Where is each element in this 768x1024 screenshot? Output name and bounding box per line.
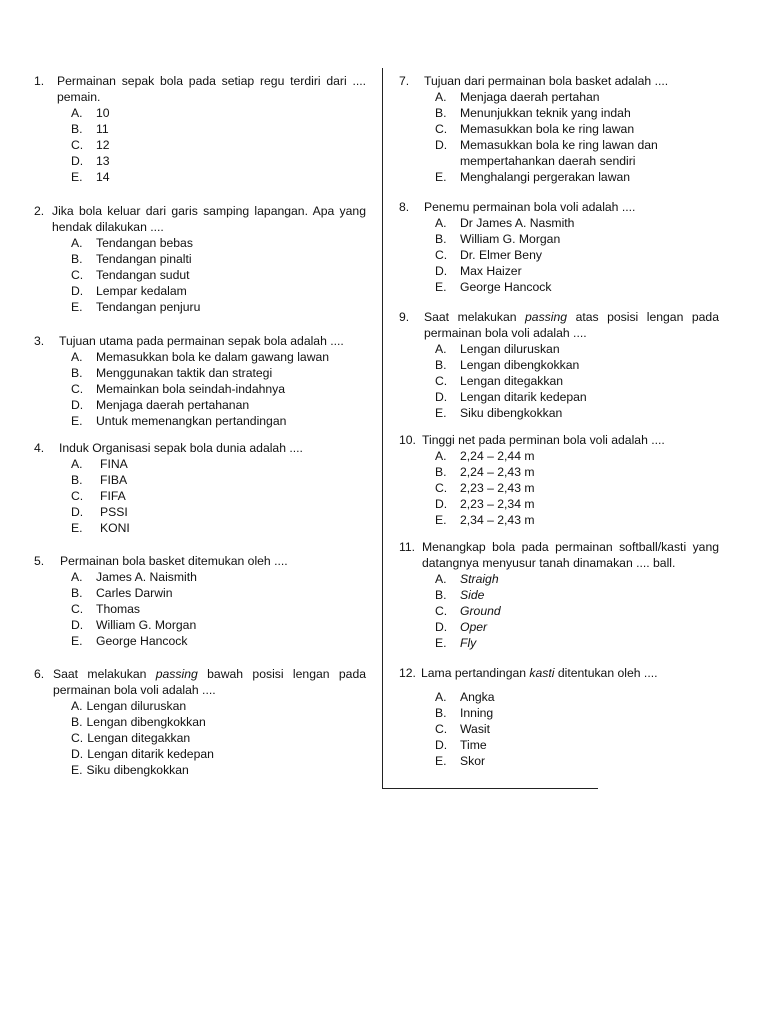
option-e[interactable]: E. 14 [71, 170, 110, 184]
option-e[interactable]: E. George Hancock [71, 634, 188, 648]
option-d[interactable]: D. Max Haizer [435, 264, 522, 278]
option-b[interactable]: B. Menunjukkan teknik yang indah [435, 106, 631, 120]
question-4 [34, 440, 366, 536]
question-number: 8. [399, 200, 410, 214]
option-list [399, 341, 719, 421]
option-b[interactable]: B. 2,24 – 2,43 m [435, 465, 535, 479]
question-11 [399, 539, 719, 651]
question-number: 12. [399, 666, 416, 680]
option-e[interactable]: E. KONI [71, 521, 130, 535]
question-8 [399, 199, 719, 295]
option-list [34, 349, 366, 429]
question-number: 9. [399, 310, 410, 324]
right-column [399, 73, 719, 769]
option-c[interactable]: C. FIFA [71, 489, 126, 503]
question-number: 3. [34, 334, 45, 348]
option-b[interactable]: B. Side [435, 588, 485, 602]
question-12 [399, 665, 719, 769]
option-a[interactable]: A. Angka [435, 690, 495, 704]
option-d[interactable]: D. Time [435, 738, 487, 752]
question-text: Tinggi net pada perminan bola voli adalah .... [422, 433, 665, 447]
question-number: 10. [399, 433, 416, 447]
option-e[interactable]: E. Untuk memenangkan pertandingan [71, 414, 287, 428]
question-text: Tujuan dari permainan bola basket adalah .... [424, 74, 669, 88]
option-d[interactable]: D. Oper [435, 620, 488, 634]
option-a[interactable]: A. 10 [71, 106, 110, 120]
option-list [34, 456, 366, 536]
option-b[interactable]: B. Lengan dibengkokkan [435, 358, 580, 372]
question-text: Tujuan utama pada permainan sepak bola adalah .... [59, 334, 344, 348]
option-e[interactable]: E. Menghalangi pergerakan lawan [435, 170, 631, 184]
question-text: Saat melakukan passing atas posisi lengan pada permainan bola voli adalah .... [424, 310, 719, 340]
option-b[interactable]: B. Carles Darwin [71, 586, 173, 600]
question-2 [34, 203, 366, 315]
bottom-rule [382, 788, 598, 789]
option-d[interactable]: D. Lempar kedalam [71, 284, 187, 298]
option-d[interactable]: D. 13 [71, 154, 110, 168]
option-a[interactable]: A. 2,24 – 2,44 m [435, 449, 535, 463]
option-list [399, 571, 719, 651]
question-number: 11. [399, 540, 416, 554]
option-d[interactable]: D. Lengan ditarik kedepan [435, 390, 587, 404]
question-text: Permainan sepak bola pada setiap regu terdiri dari .... pemain. [57, 74, 366, 104]
option-a[interactable]: A. Dr James A. Nasmith [435, 216, 575, 230]
question-9 [399, 309, 719, 421]
question-text: Permainan bola basket ditemukan oleh .... [60, 554, 288, 568]
option-b[interactable]: B. 11 [71, 122, 109, 136]
question-number: 7. [399, 74, 410, 88]
question-3 [34, 333, 366, 429]
question-1 [34, 73, 366, 185]
option-e[interactable]: E. Siku dibengkokkan [71, 763, 189, 777]
left-column [34, 73, 366, 778]
question-number: 2. [34, 204, 45, 218]
option-c[interactable]: C. Thomas [71, 602, 141, 616]
option-b[interactable]: B. William G. Morgan [435, 232, 561, 246]
option-c[interactable]: C. Memasukkan bola ke ring lawan [435, 122, 635, 136]
option-e[interactable]: E. Tendangan penjuru [71, 300, 201, 314]
option-c[interactable]: C. Lengan ditegakkan [435, 374, 564, 388]
option-d[interactable]: D. PSSI [71, 505, 128, 519]
option-list [399, 215, 719, 295]
option-e[interactable]: E. Siku dibengkokkan [435, 406, 563, 420]
option-e[interactable]: E. 2,34 – 2,43 m [435, 513, 535, 527]
question-text: Saat melakukan passing bawah posisi lengan pada permainan bola voli adalah .... [53, 667, 367, 697]
option-c[interactable]: C. 12 [71, 138, 110, 152]
question-text: Penemu permainan bola voli adalah .... [424, 200, 636, 214]
question-number: 1. [34, 74, 45, 88]
option-e[interactable]: E. Skor [435, 754, 486, 768]
option-a[interactable]: A. Straigh [435, 572, 499, 586]
option-b[interactable]: B. Menggunakan taktik dan strategi [71, 366, 273, 380]
option-e[interactable]: E. Fly [435, 636, 477, 650]
option-d[interactable]: D. Menjaga daerah pertahanan [71, 398, 250, 412]
option-c[interactable]: C. Memainkan bola seindah-indahnya [71, 382, 286, 396]
question-text: Jika bola keluar dari garis samping lapangan. Apa yang hendak dilakukan .... [52, 204, 366, 234]
option-e[interactable]: E. George Hancock [435, 280, 552, 294]
option-a[interactable]: A. FINA [71, 457, 128, 471]
option-b[interactable]: B. Tendangan pinalti [71, 252, 192, 266]
question-text: Menangkap bola pada permainan softball/kasti yang datangnya menyusur tanah dinamakan .... ball. [422, 540, 719, 570]
option-a[interactable]: A. Lengan diluruskan [435, 342, 560, 356]
option-b[interactable]: B. FIBA [71, 473, 128, 487]
option-c[interactable]: C. Wasit [435, 722, 491, 736]
option-c[interactable]: C. Ground [435, 604, 501, 618]
option-list [34, 235, 366, 315]
option-c[interactable]: C. Tendangan sudut [71, 268, 190, 282]
column-divider [382, 68, 383, 789]
option-list [399, 448, 719, 528]
question-text: Lama pertandingan kasti ditentukan oleh .... [421, 666, 658, 680]
option-a[interactable]: A. Lengan diluruskan [71, 699, 187, 713]
question-7 [399, 73, 719, 185]
option-a[interactable]: A. James A. Naismith [71, 570, 197, 584]
option-list [34, 105, 366, 185]
option-list [34, 698, 366, 778]
option-b[interactable]: B. Lengan dibengkokkan [71, 715, 206, 729]
option-list [34, 569, 366, 649]
question-6 [34, 666, 366, 778]
option-c[interactable]: C. 2,23 – 2,43 m [435, 481, 535, 495]
option-list [399, 89, 719, 185]
option-a[interactable]: A. Memasukkan bola ke dalam gawang lawan [71, 350, 330, 364]
option-a[interactable]: A. Tendangan bebas [71, 236, 193, 250]
question-number: 5. [34, 554, 45, 568]
option-b[interactable]: B. Inning [435, 706, 494, 720]
option-c[interactable]: C. Dr. Elmer Beny [435, 248, 542, 262]
question-number: 4. [34, 441, 45, 455]
option-d[interactable]: D. William G. Morgan [71, 618, 197, 632]
option-a[interactable]: A. Menjaga daerah pertahan [435, 90, 600, 104]
option-c[interactable]: C. Lengan ditegakkan [71, 731, 191, 745]
question-10 [399, 432, 719, 528]
question-text: Induk Organisasi sepak bola dunia adalah .... [59, 441, 303, 455]
option-d[interactable]: D. 2,23 – 2,34 m [435, 497, 535, 511]
question-number: 6. [34, 667, 45, 681]
option-list [399, 689, 719, 769]
option-d[interactable]: D. Memasukkan bola ke ring lawan dan mempertahankan daerah sendiri [435, 138, 658, 168]
question-5 [34, 553, 366, 649]
option-d[interactable]: D. Lengan ditarik kedepan [71, 747, 214, 761]
